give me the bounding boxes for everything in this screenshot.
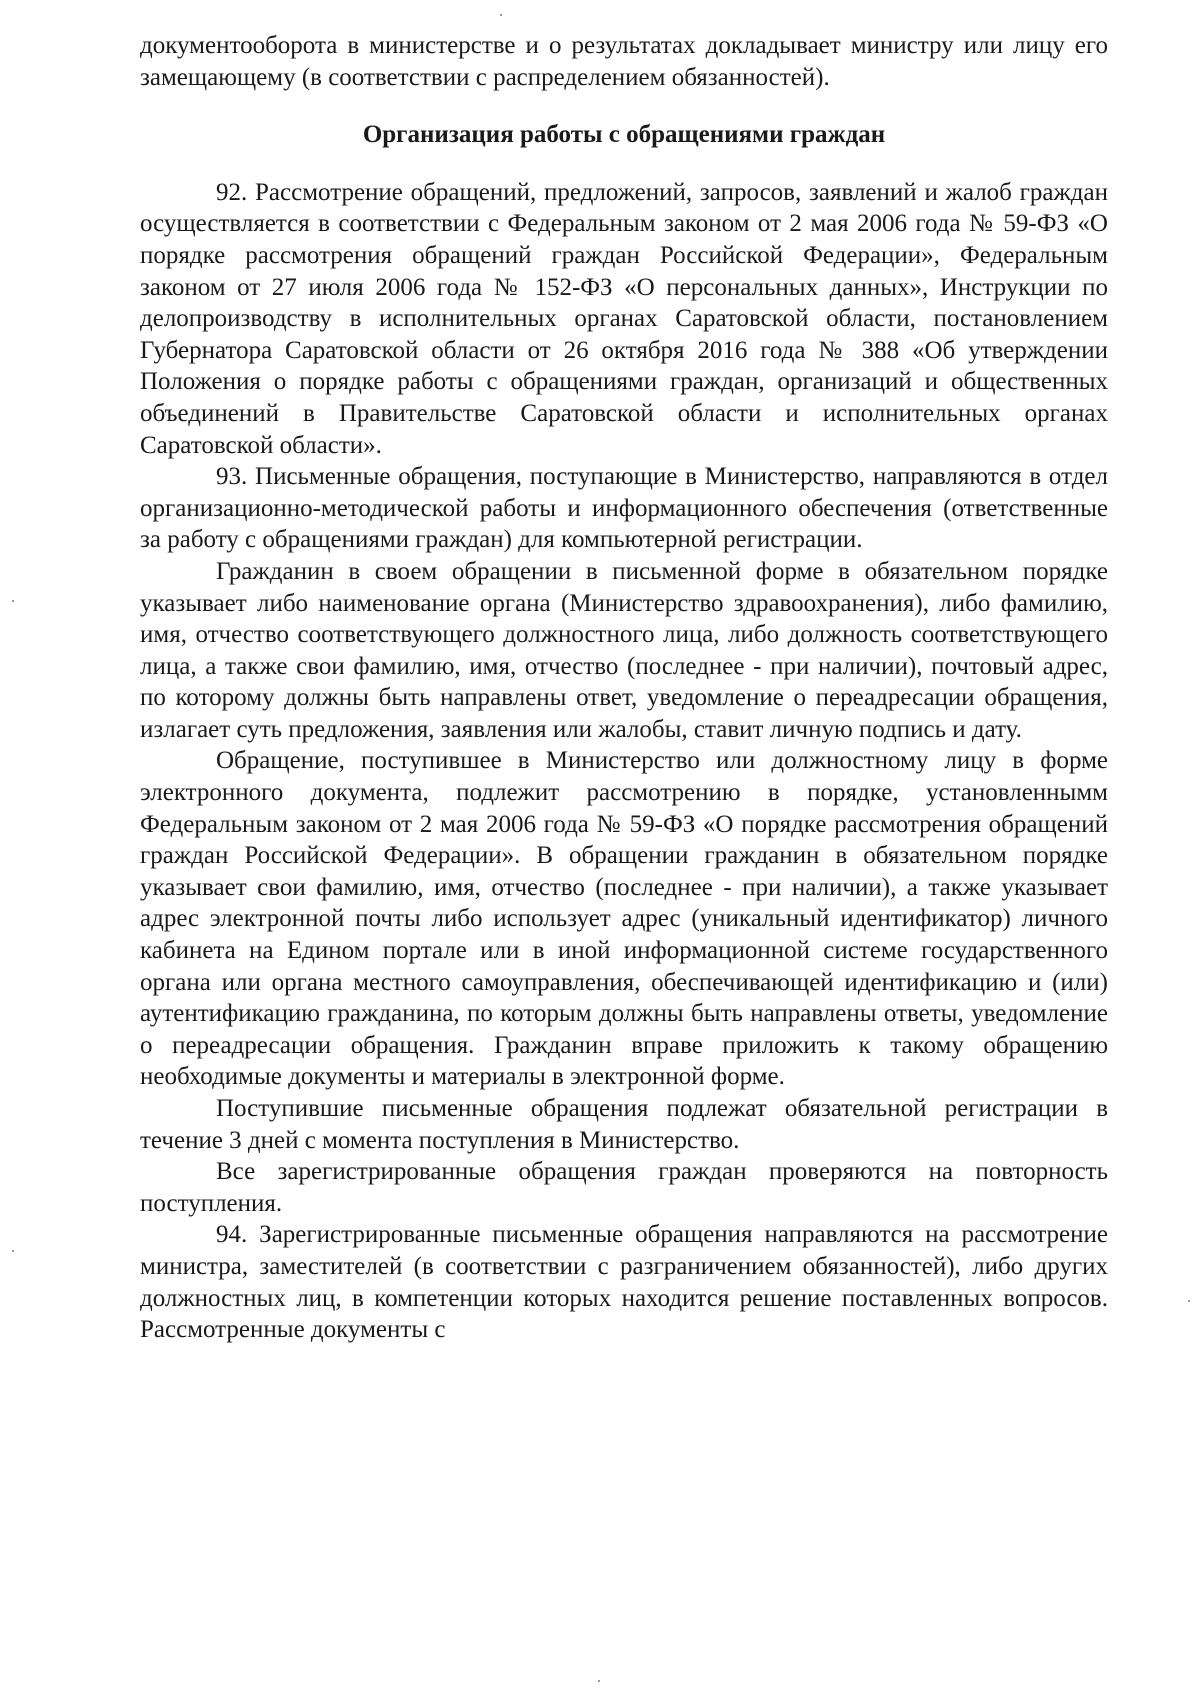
paragraph-92: 92. Рассмотрение обращений, предложений, запросов, заявлений и жалоб граждан осуществляется в соответствии с Федеральным законом от 2 мая 2006 года № 59-ФЗ «О порядке рассмотрения обращений граждан Российской Федерации», Федеральным законом от 27 июля 2006 года № 152-ФЗ «О персональных данных», Инструкции по делопроизводству в исполнительных органах Саратовской области, постановлением Губернатора Саратовской области от 26 октября 2016 года № 388 «Об утверждении Положения о порядке работы с обращениями граждан, организаций и общественных объединений в Правительстве Саратовской области и исполнительных органах Саратовской области». xyxy=(140,178,1108,459)
paragraph-repeat-check: Все зарегистрированные обращения граждан проверяются на повторность поступления. xyxy=(140,1158,1108,1217)
paragraph-registration-term: Поступившие письменные обращения подлежат обязательной регистрации в течение 3 дней с момента поступления в Министерство. xyxy=(140,1095,1108,1154)
paragraph-electronic-appeal: Обращение, поступившее в Министерство или должностному лицу в форме электронного документа, подлежит рассмотрению в порядке, установленнымм Федеральным законом от 2 мая 2006 года № 59-ФЗ «О порядке рассмотрения обращений граждан Российской Федерации». В обращении гражданин в обязательном порядке указывает свои фамилию, имя, отчество (последнее - при наличии), а также указывает адрес электронной почты либо использует адрес (уникальный идентификатор) личного кабинета на Едином портале или в иной информационной системе государственного органа или органа местного самоуправления, обеспечивающей идентификацию и (или) аутентификацию гражданина, по которым должны быть направлены ответы, уведомление о переадресации обращения. Гражданин вправе приложить к такому обращению необходимые документы и материалы в электронной форме. xyxy=(140,747,1108,1091)
continuation-paragraph: документооборота в министерстве и о результатах докладывает министру или лицу его замещающему (в соответствии с распределением обязанностей). xyxy=(140,32,1108,91)
paragraph-94: 94. Зарегистрированные письменные обращения направляются на рассмотрение министра, заместителей (в соответствии с разграничением обязанностей), либо других должностных лиц, в компетенции которых находится решение поставленных вопросов. Рассмотренные документы с xyxy=(140,1221,1108,1344)
paragraph-citizen-requirements: Гражданин в своем обращении в письменной форме в обязательном порядке указывает либо наименование органа (Министерство здравоохранения), либо фамилию, имя, отчество соответствующего должностного лица, либо должность соответствующего лица, а также свои фамилию, имя, отчество (последнее - при наличии), почтовый адрес, по которому должны быть направлены ответ, уведомление о переадресации обращения, излагает суть предложения, заявления или жалобы, ставит личную подпись и дату. xyxy=(140,557,1108,743)
scan-speck xyxy=(12,600,14,602)
scan-speck xyxy=(598,1680,600,1682)
paragraph-93: 93. Письменные обращения, поступающие в Министерство, направляются в отдел организационно-методической работы и информационного обеспечения (ответственные за работу с обращениями граждан) для компьютерной регистрации. xyxy=(140,463,1108,554)
document-page xyxy=(140,30,1108,1346)
scan-speck xyxy=(12,1250,14,1252)
section-title: Организация работы с обращениями граждан xyxy=(362,121,886,149)
scan-speck xyxy=(500,14,502,16)
scan-speck xyxy=(1188,1300,1190,1302)
